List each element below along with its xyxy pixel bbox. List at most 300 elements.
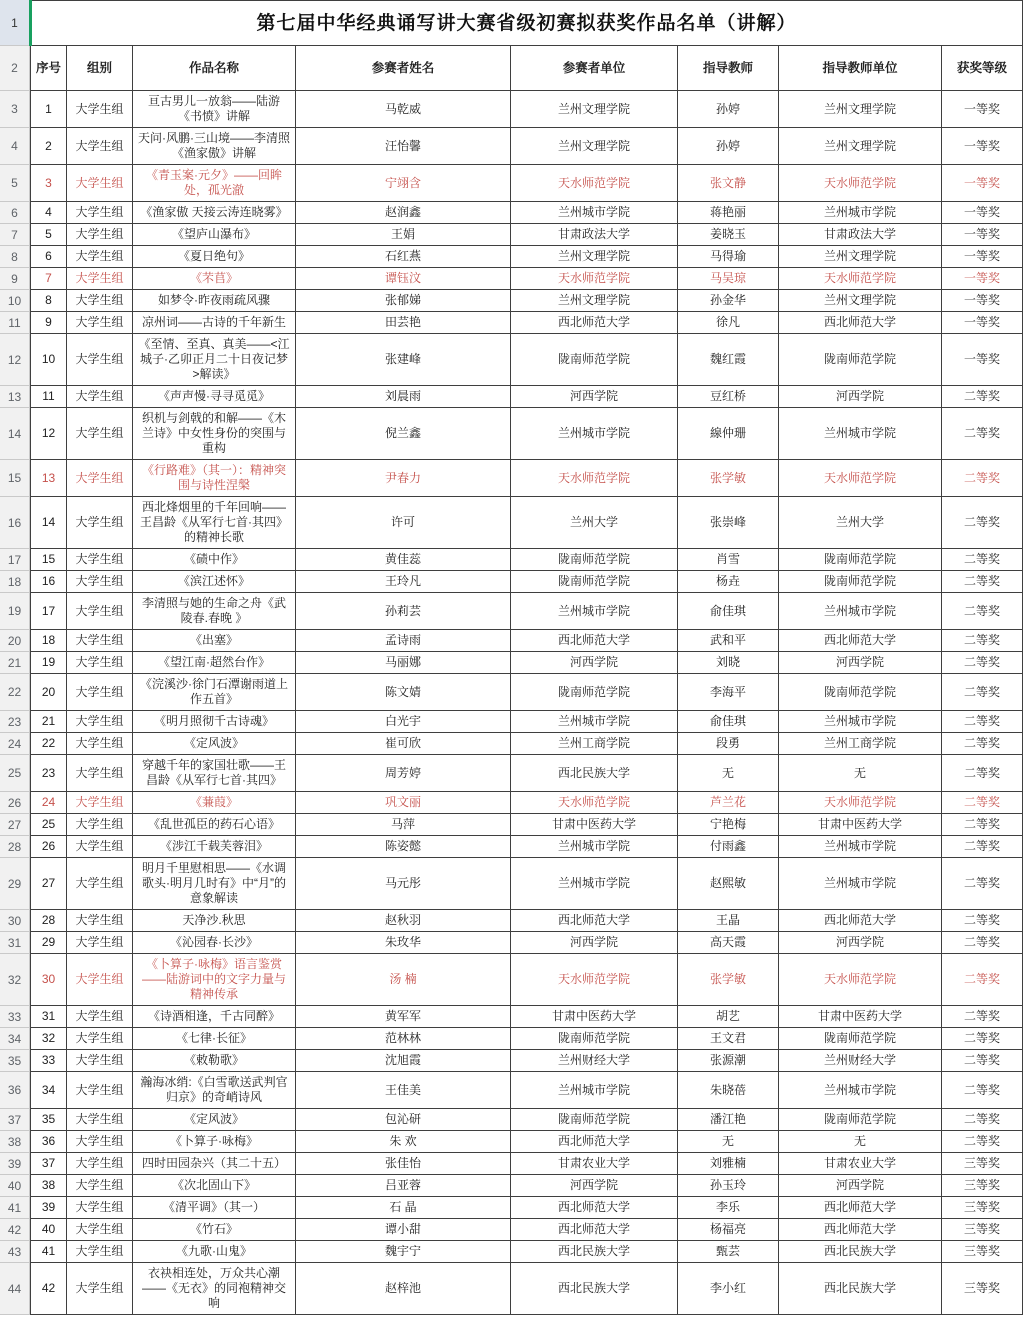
row-header[interactable]: 41 [0,1197,30,1219]
row-header[interactable]: 17 [0,549,30,571]
cell-name[interactable]: 倪兰鑫 [295,408,510,460]
cell-teacher-unit[interactable]: 陇南师范学院 [778,1028,941,1050]
cell-teacher-unit[interactable]: 西北师范大学 [778,910,941,932]
cell-award[interactable]: 二等奖 [941,408,1023,460]
cell-seq[interactable]: 21 [30,711,66,733]
cell-work[interactable]: 《卜算子·咏梅》语言鉴赏——陆游词中的文字力量与精神传承 [132,954,295,1006]
cell-unit[interactable]: 兰州文理学院 [510,290,677,312]
cell-teacher[interactable]: 胡艺 [677,1006,778,1028]
cell-group[interactable]: 大学生组 [66,755,132,792]
cell-award[interactable]: 一等奖 [941,246,1023,268]
row-header[interactable]: 35 [0,1050,30,1072]
cell-group[interactable]: 大学生组 [66,858,132,910]
cell-teacher[interactable]: 甄芸 [677,1241,778,1263]
cell-award[interactable]: 一等奖 [941,202,1023,224]
cell-teacher[interactable]: 张学敏 [677,954,778,1006]
cell-work[interactable]: 明月千里慰相思——《水调歌头·明月几时有》中“月”的意象解读 [132,858,295,910]
cell-teacher-unit[interactable]: 兰州工商学院 [778,733,941,755]
cell-name[interactable]: 王玲凡 [295,571,510,593]
row-header[interactable]: 33 [0,1006,30,1028]
cell-seq[interactable]: 5 [30,224,66,246]
cell-seq[interactable]: 15 [30,549,66,571]
cell-teacher-unit[interactable]: 兰州城市学院 [778,408,941,460]
row-header[interactable]: 31 [0,932,30,954]
cell-name[interactable]: 黄佳蕊 [295,549,510,571]
cell-award[interactable]: 一等奖 [941,334,1023,386]
cell-seq[interactable]: 41 [30,1241,66,1263]
cell-unit[interactable]: 天水师范学院 [510,954,677,1006]
cell-teacher[interactable]: 高天霞 [677,932,778,954]
cell-award[interactable]: 三等奖 [941,1175,1023,1197]
cell-work[interactable]: 《出塞》 [132,630,295,652]
cell-teacher-unit[interactable]: 西北民族大学 [778,1241,941,1263]
row-header[interactable]: 21 [0,652,30,674]
cell-unit[interactable]: 兰州文理学院 [510,91,677,128]
cell-award[interactable]: 二等奖 [941,497,1023,549]
row-header[interactable]: 6 [0,202,30,224]
cell-name[interactable]: 石 晶 [295,1197,510,1219]
cell-award[interactable]: 二等奖 [941,1050,1023,1072]
row-header-1[interactable]: 1 [0,0,30,46]
col-header-teacher[interactable]: 指导教师 [677,46,778,91]
cell-name[interactable]: 张郁娣 [295,290,510,312]
cell-seq[interactable]: 7 [30,268,66,290]
col-header-teacher-unit[interactable]: 指导教师单位 [778,46,941,91]
cell-seq[interactable]: 19 [30,652,66,674]
cell-teacher-unit[interactable]: 兰州财经大学 [778,1050,941,1072]
cell-award[interactable]: 二等奖 [941,1006,1023,1028]
cell-group[interactable]: 大学生组 [66,334,132,386]
cell-unit[interactable]: 兰州城市学院 [510,408,677,460]
cell-group[interactable]: 大学生组 [66,1153,132,1175]
cell-teacher[interactable]: 姜晓玉 [677,224,778,246]
cell-work[interactable]: 瀚海冰绡:《白雪歌送武判官归京》的奇峭诗风 [132,1072,295,1109]
cell-name[interactable]: 沈旭霞 [295,1050,510,1072]
cell-teacher-unit[interactable]: 甘肃农业大学 [778,1153,941,1175]
cell-name[interactable]: 汪怡馨 [295,128,510,165]
cell-teacher-unit[interactable]: 甘肃政法大学 [778,224,941,246]
cell-seq[interactable]: 10 [30,334,66,386]
cell-work[interactable]: 《诗酒相逢，千古同醉》 [132,1006,295,1028]
cell-name[interactable]: 谭钰汶 [295,268,510,290]
row-header[interactable]: 14 [0,408,30,460]
cell-group[interactable]: 大学生组 [66,814,132,836]
cell-group[interactable]: 大学生组 [66,202,132,224]
row-header[interactable]: 8 [0,246,30,268]
cell-award[interactable]: 二等奖 [941,954,1023,1006]
row-header[interactable]: 9 [0,268,30,290]
cell-seq[interactable]: 28 [30,910,66,932]
cell-seq[interactable]: 22 [30,733,66,755]
cell-seq[interactable]: 1 [30,91,66,128]
cell-unit[interactable]: 甘肃中医药大学 [510,1006,677,1028]
cell-award[interactable]: 二等奖 [941,1072,1023,1109]
cell-unit[interactable]: 甘肃农业大学 [510,1153,677,1175]
cell-unit[interactable]: 兰州城市学院 [510,836,677,858]
row-header[interactable]: 40 [0,1175,30,1197]
cell-seq[interactable]: 25 [30,814,66,836]
cell-unit[interactable]: 陇南师范学院 [510,334,677,386]
cell-name[interactable]: 马萍 [295,814,510,836]
cell-group[interactable]: 大学生组 [66,549,132,571]
cell-teacher-unit[interactable]: 陇南师范学院 [778,674,941,711]
cell-teacher[interactable]: 孙金华 [677,290,778,312]
cell-award[interactable]: 三等奖 [941,1197,1023,1219]
cell-work[interactable]: 《碛中作》 [132,549,295,571]
cell-teacher[interactable]: 张源潮 [677,1050,778,1072]
cell-name[interactable]: 包沁研 [295,1109,510,1131]
cell-unit[interactable]: 兰州城市学院 [510,202,677,224]
cell-teacher-unit[interactable]: 天水师范学院 [778,460,941,497]
col-header-name[interactable]: 参赛者姓名 [295,46,510,91]
cell-group[interactable]: 大学生组 [66,290,132,312]
row-header[interactable]: 20 [0,630,30,652]
cell-work[interactable]: 《明月照彻千古诗魂》 [132,711,295,733]
row-header[interactable]: 32 [0,954,30,1006]
cell-group[interactable]: 大学生组 [66,711,132,733]
cell-teacher[interactable]: 孙婷 [677,91,778,128]
cell-name[interactable]: 石红燕 [295,246,510,268]
cell-name[interactable]: 朱 欢 [295,1131,510,1153]
cell-unit[interactable]: 兰州城市学院 [510,593,677,630]
cell-unit[interactable]: 兰州文理学院 [510,128,677,165]
cell-work[interactable]: 《沁园春·长沙》 [132,932,295,954]
cell-name[interactable]: 马丽娜 [295,652,510,674]
cell-group[interactable]: 大学生组 [66,460,132,497]
cell-award[interactable]: 二等奖 [941,386,1023,408]
cell-name[interactable]: 尹春力 [295,460,510,497]
cell-work[interactable]: 穿越千年的家国壮歌——王昌龄《从军行七首·其四》 [132,755,295,792]
cell-teacher[interactable]: 段勇 [677,733,778,755]
cell-teacher-unit[interactable]: 兰州文理学院 [778,128,941,165]
cell-award[interactable]: 二等奖 [941,571,1023,593]
cell-teacher[interactable]: 刘晓 [677,652,778,674]
cell-group[interactable]: 大学生组 [66,165,132,202]
cell-group[interactable]: 大学生组 [66,268,132,290]
cell-name[interactable]: 吕亚蓉 [295,1175,510,1197]
cell-seq[interactable]: 2 [30,128,66,165]
cell-teacher[interactable]: 孙玉玲 [677,1175,778,1197]
cell-teacher[interactable]: 線仲珊 [677,408,778,460]
cell-unit[interactable]: 河西学院 [510,652,677,674]
row-header[interactable]: 24 [0,733,30,755]
cell-seq[interactable]: 30 [30,954,66,1006]
cell-unit[interactable]: 天水师范学院 [510,792,677,814]
cell-unit[interactable]: 天水师范学院 [510,268,677,290]
cell-teacher[interactable]: 赵熙敏 [677,858,778,910]
page-title[interactable]: 第七届中华经典诵写讲大赛省级初赛拟获奖作品名单（讲解） [30,0,1023,46]
cell-unit[interactable]: 兰州工商学院 [510,733,677,755]
cell-teacher[interactable]: 芦兰花 [677,792,778,814]
cell-work[interactable]: 凉州词——古诗的千年新生 [132,312,295,334]
cell-teacher-unit[interactable]: 天水师范学院 [778,268,941,290]
cell-unit[interactable]: 河西学院 [510,1175,677,1197]
col-header-unit[interactable]: 参赛者单位 [510,46,677,91]
row-header[interactable]: 7 [0,224,30,246]
cell-teacher[interactable]: 李海平 [677,674,778,711]
col-header-seq[interactable]: 序号 [30,46,66,91]
cell-work[interactable]: 《敕勒歌》 [132,1050,295,1072]
cell-name[interactable]: 刘晨雨 [295,386,510,408]
cell-work[interactable]: 《浣溪沙·徐门石潭谢雨道上作五首》 [132,674,295,711]
cell-name[interactable]: 黄军军 [295,1006,510,1028]
row-header[interactable]: 4 [0,128,30,165]
cell-name[interactable]: 张佳怡 [295,1153,510,1175]
cell-work[interactable]: 如梦令·昨夜雨疏风骤 [132,290,295,312]
cell-group[interactable]: 大学生组 [66,91,132,128]
cell-teacher-unit[interactable]: 天水师范学院 [778,954,941,1006]
cell-seq[interactable]: 27 [30,858,66,910]
cell-work[interactable]: 《青玉案·元夕》——回眸处，孤光澈 [132,165,295,202]
cell-teacher[interactable]: 马得瑜 [677,246,778,268]
cell-group[interactable]: 大学生组 [66,128,132,165]
cell-seq[interactable]: 26 [30,836,66,858]
cell-work[interactable]: 《望江南·超然台作》 [132,652,295,674]
cell-teacher[interactable]: 王晶 [677,910,778,932]
cell-work[interactable]: 《渔家傲 天接云涛连晓雾》 [132,202,295,224]
cell-award[interactable]: 二等奖 [941,733,1023,755]
cell-name[interactable]: 宁翊含 [295,165,510,202]
cell-work[interactable]: 《九歌·山鬼》 [132,1241,295,1263]
cell-work[interactable]: 《夏日绝句》 [132,246,295,268]
cell-teacher[interactable]: 张崇峰 [677,497,778,549]
cell-group[interactable]: 大学生组 [66,1109,132,1131]
cell-name[interactable]: 汤 楠 [295,954,510,1006]
cell-award[interactable]: 二等奖 [941,460,1023,497]
cell-teacher-unit[interactable]: 河西学院 [778,652,941,674]
cell-seq[interactable]: 18 [30,630,66,652]
cell-teacher[interactable]: 杨垚 [677,571,778,593]
cell-work[interactable]: 天净沙.秋思 [132,910,295,932]
cell-unit[interactable]: 西北师范大学 [510,910,677,932]
cell-work[interactable]: 《卜算子·咏梅》 [132,1131,295,1153]
cell-name[interactable]: 朱玫华 [295,932,510,954]
cell-teacher[interactable]: 宁艳梅 [677,814,778,836]
cell-work[interactable]: 《涉江千载芙蓉泪》 [132,836,295,858]
cell-teacher-unit[interactable]: 甘肃中医药大学 [778,1006,941,1028]
cell-name[interactable]: 马乾威 [295,91,510,128]
cell-unit[interactable]: 兰州城市学院 [510,711,677,733]
cell-teacher-unit[interactable]: 无 [778,755,941,792]
cell-work[interactable]: 四时田园杂兴（其二十五） [132,1153,295,1175]
cell-teacher-unit[interactable]: 兰州城市学院 [778,593,941,630]
cell-group[interactable]: 大学生组 [66,792,132,814]
row-header[interactable]: 42 [0,1219,30,1241]
cell-group[interactable]: 大学生组 [66,1006,132,1028]
cell-teacher-unit[interactable]: 天水师范学院 [778,165,941,202]
cell-teacher[interactable]: 张学敏 [677,460,778,497]
cell-name[interactable]: 巩文丽 [295,792,510,814]
cell-unit[interactable]: 陇南师范学院 [510,1028,677,1050]
cell-award[interactable]: 三等奖 [941,1241,1023,1263]
cell-name[interactable]: 范林林 [295,1028,510,1050]
cell-unit[interactable]: 兰州文理学院 [510,246,677,268]
cell-award[interactable]: 二等奖 [941,836,1023,858]
cell-group[interactable]: 大学生组 [66,1241,132,1263]
cell-group[interactable]: 大学生组 [66,932,132,954]
cell-group[interactable]: 大学生组 [66,652,132,674]
cell-teacher-unit[interactable]: 兰州城市学院 [778,202,941,224]
cell-unit[interactable]: 兰州财经大学 [510,1050,677,1072]
cell-group[interactable]: 大学生组 [66,246,132,268]
cell-teacher-unit[interactable]: 兰州城市学院 [778,858,941,910]
cell-award[interactable]: 三等奖 [941,1263,1023,1315]
cell-teacher-unit[interactable]: 河西学院 [778,932,941,954]
cell-seq[interactable]: 13 [30,460,66,497]
cell-award[interactable]: 二等奖 [941,711,1023,733]
cell-unit[interactable]: 甘肃政法大学 [510,224,677,246]
cell-seq[interactable]: 24 [30,792,66,814]
cell-seq[interactable]: 35 [30,1109,66,1131]
cell-teacher[interactable]: 蒋艳丽 [677,202,778,224]
cell-seq[interactable]: 4 [30,202,66,224]
cell-award[interactable]: 二等奖 [941,674,1023,711]
row-header[interactable]: 30 [0,910,30,932]
cell-seq[interactable]: 11 [30,386,66,408]
cell-seq[interactable]: 32 [30,1028,66,1050]
cell-award[interactable]: 一等奖 [941,128,1023,165]
row-header[interactable]: 34 [0,1028,30,1050]
cell-work[interactable]: 《行路难》（其一）：精神突围与诗性涅槃 [132,460,295,497]
cell-teacher[interactable]: 王文君 [677,1028,778,1050]
row-header[interactable]: 3 [0,91,30,128]
cell-unit[interactable]: 陇南师范学院 [510,674,677,711]
cell-teacher-unit[interactable]: 西北师范大学 [778,1197,941,1219]
cell-name[interactable]: 许可 [295,497,510,549]
cell-name[interactable]: 赵润鑫 [295,202,510,224]
cell-seq[interactable]: 42 [30,1263,66,1315]
cell-teacher[interactable]: 李乐 [677,1197,778,1219]
cell-teacher-unit[interactable]: 兰州大学 [778,497,941,549]
cell-work[interactable]: 亘古男儿一放翁——陆游《书愤》讲解 [132,91,295,128]
cell-unit[interactable]: 陇南师范学院 [510,549,677,571]
row-header[interactable]: 43 [0,1241,30,1263]
row-header[interactable]: 15 [0,460,30,497]
cell-award[interactable]: 二等奖 [941,1131,1023,1153]
row-header[interactable]: 11 [0,312,30,334]
cell-group[interactable]: 大学生组 [66,1263,132,1315]
cell-group[interactable]: 大学生组 [66,224,132,246]
cell-name[interactable]: 陈文婧 [295,674,510,711]
cell-award[interactable]: 二等奖 [941,858,1023,910]
cell-unit[interactable]: 天水师范学院 [510,460,677,497]
cell-work[interactable]: 天问·风鹏·三山境——李清照《渔家傲》讲解 [132,128,295,165]
cell-work[interactable]: 《乱世孤臣的药石心语》 [132,814,295,836]
cell-teacher-unit[interactable]: 西北师范大学 [778,312,941,334]
cell-seq[interactable]: 16 [30,571,66,593]
col-header-award[interactable]: 获奖等级 [941,46,1023,91]
cell-teacher-unit[interactable]: 西北师范大学 [778,1219,941,1241]
cell-award[interactable]: 二等奖 [941,932,1023,954]
row-header[interactable]: 10 [0,290,30,312]
row-header[interactable]: 25 [0,755,30,792]
cell-seq[interactable]: 34 [30,1072,66,1109]
cell-unit[interactable]: 西北民族大学 [510,1263,677,1315]
cell-group[interactable]: 大学生组 [66,836,132,858]
cell-award[interactable]: 二等奖 [941,910,1023,932]
cell-group[interactable]: 大学生组 [66,571,132,593]
cell-teacher[interactable]: 肖雪 [677,549,778,571]
cell-group[interactable]: 大学生组 [66,1131,132,1153]
cell-award[interactable]: 二等奖 [941,814,1023,836]
cell-seq[interactable]: 31 [30,1006,66,1028]
cell-name[interactable]: 张建峰 [295,334,510,386]
cell-award[interactable]: 一等奖 [941,290,1023,312]
cell-work[interactable]: 《七律·长征》 [132,1028,295,1050]
cell-teacher-unit[interactable]: 甘肃中医药大学 [778,814,941,836]
cell-seq[interactable]: 3 [30,165,66,202]
cell-award[interactable]: 三等奖 [941,1219,1023,1241]
cell-work[interactable]: 《声声慢·寻寻觅觅》 [132,386,295,408]
row-header[interactable]: 44 [0,1263,30,1315]
cell-group[interactable]: 大学生组 [66,1197,132,1219]
cell-teacher[interactable]: 刘雅楠 [677,1153,778,1175]
cell-award[interactable]: 二等奖 [941,792,1023,814]
cell-work[interactable]: 李清照与她的生命之舟《武陵春.春晚 》 [132,593,295,630]
cell-unit[interactable]: 河西学院 [510,386,677,408]
cell-teacher-unit[interactable]: 无 [778,1131,941,1153]
cell-unit[interactable]: 西北师范大学 [510,312,677,334]
cell-name[interactable]: 田芸艳 [295,312,510,334]
cell-award[interactable]: 二等奖 [941,1028,1023,1050]
cell-teacher[interactable]: 朱晓蓓 [677,1072,778,1109]
cell-teacher[interactable]: 孙婷 [677,128,778,165]
cell-teacher-unit[interactable]: 西北民族大学 [778,1263,941,1315]
cell-teacher-unit[interactable]: 兰州城市学院 [778,836,941,858]
cell-work[interactable]: 《次北固山下》 [132,1175,295,1197]
row-header[interactable]: 18 [0,571,30,593]
cell-group[interactable]: 大学生组 [66,593,132,630]
cell-award[interactable]: 一等奖 [941,312,1023,334]
row-header[interactable]: 29 [0,858,30,910]
cell-group[interactable]: 大学生组 [66,733,132,755]
cell-name[interactable]: 陈姿懿 [295,836,510,858]
cell-group[interactable]: 大学生组 [66,386,132,408]
cell-name[interactable]: 谭小甜 [295,1219,510,1241]
row-header[interactable]: 22 [0,674,30,711]
cell-seq[interactable]: 8 [30,290,66,312]
cell-teacher-unit[interactable]: 河西学院 [778,386,941,408]
cell-unit[interactable]: 西北民族大学 [510,755,677,792]
cell-teacher[interactable]: 魏红霞 [677,334,778,386]
cell-award[interactable]: 二等奖 [941,593,1023,630]
cell-unit[interactable]: 甘肃中医药大学 [510,814,677,836]
cell-group[interactable]: 大学生组 [66,1072,132,1109]
cell-seq[interactable]: 29 [30,932,66,954]
cell-award[interactable]: 三等奖 [941,1153,1023,1175]
cell-seq[interactable]: 40 [30,1219,66,1241]
cell-unit[interactable]: 陇南师范学院 [510,571,677,593]
cell-group[interactable]: 大学生组 [66,954,132,1006]
cell-seq[interactable]: 33 [30,1050,66,1072]
cell-group[interactable]: 大学生组 [66,630,132,652]
row-header[interactable]: 12 [0,334,30,386]
cell-work[interactable]: 《至情、至真、真美——<江城子·乙卯正月二十日夜记梦>解读》 [132,334,295,386]
cell-teacher-unit[interactable]: 陇南师范学院 [778,1109,941,1131]
cell-seq[interactable]: 14 [30,497,66,549]
row-header[interactable]: 23 [0,711,30,733]
cell-group[interactable]: 大学生组 [66,1219,132,1241]
cell-teacher[interactable]: 无 [677,1131,778,1153]
cell-teacher[interactable]: 付雨鑫 [677,836,778,858]
row-header[interactable]: 39 [0,1153,30,1175]
cell-group[interactable]: 大学生组 [66,1175,132,1197]
cell-teacher[interactable]: 张文静 [677,165,778,202]
cell-unit[interactable]: 兰州城市学院 [510,858,677,910]
cell-unit[interactable]: 西北师范大学 [510,1219,677,1241]
cell-seq[interactable]: 17 [30,593,66,630]
col-header-group[interactable]: 组别 [66,46,132,91]
